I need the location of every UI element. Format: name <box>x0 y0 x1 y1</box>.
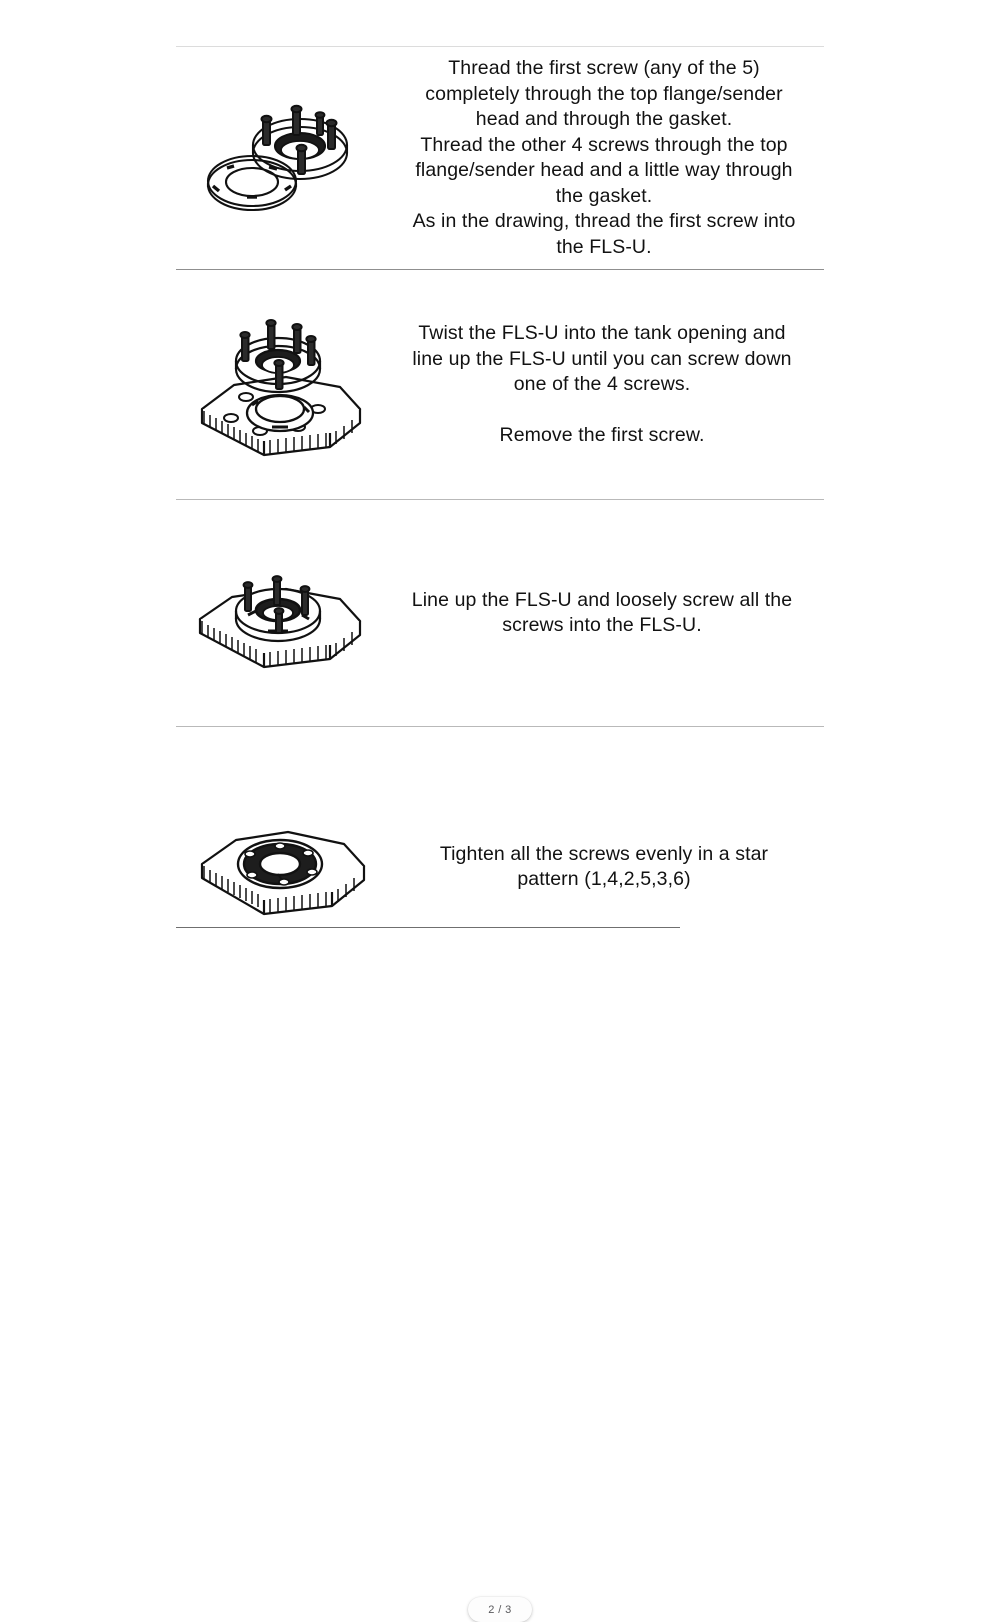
illustration-tightened-flange-on-tank-plate <box>176 812 388 922</box>
illustration-flange-with-screws-and-gasket <box>176 93 388 223</box>
illustration-flange-above-tank-plate <box>176 305 384 465</box>
line: Thread the other 4 screws through the top <box>420 133 788 156</box>
page-indicator-wrap <box>176 1597 824 1622</box>
line: head and through the gasket. <box>475 108 733 130</box>
line: Remove the first screw. <box>499 423 705 446</box>
line: the FLS-U. <box>556 235 652 258</box>
line: the gasket. <box>555 184 653 207</box>
instruction-text-3 <box>384 588 824 639</box>
line: flange/sender head and a little way through <box>415 159 793 181</box>
instruction-text-2 <box>384 321 824 448</box>
instruction-step-2 <box>176 270 824 499</box>
illustration-flange-seated-on-tank-plate <box>176 553 384 673</box>
instruction-step-1 <box>176 47 824 269</box>
page-indicator[interactable]: 2 / 3 <box>468 1597 532 1622</box>
line: Line up the FLS-U and loosely screw all the <box>411 588 793 611</box>
instruction-step-3 <box>176 500 824 726</box>
line: one of the 4 screws. <box>513 373 691 395</box>
line: line up the FLS-U until you can screw down <box>412 347 792 370</box>
line: Thread the first screw (any of the 5) <box>448 57 760 79</box>
divider-bottom <box>176 927 680 928</box>
line: completely through the top flange/sender <box>425 82 783 105</box>
line: screws into the FLS-U. <box>502 614 702 636</box>
document-content-column <box>176 46 824 1616</box>
instruction-text-4 <box>388 842 824 893</box>
instruction-text-1 <box>388 56 824 260</box>
line: Tighten all the screws evenly in a star <box>439 842 769 865</box>
line: As in the drawing, thread the first screw into <box>412 210 796 232</box>
line: pattern (1,4,2,5,3,6) <box>517 868 691 890</box>
instruction-step-4 <box>176 727 824 1616</box>
line: Twist the FLS-U into the tank opening and <box>418 322 786 344</box>
